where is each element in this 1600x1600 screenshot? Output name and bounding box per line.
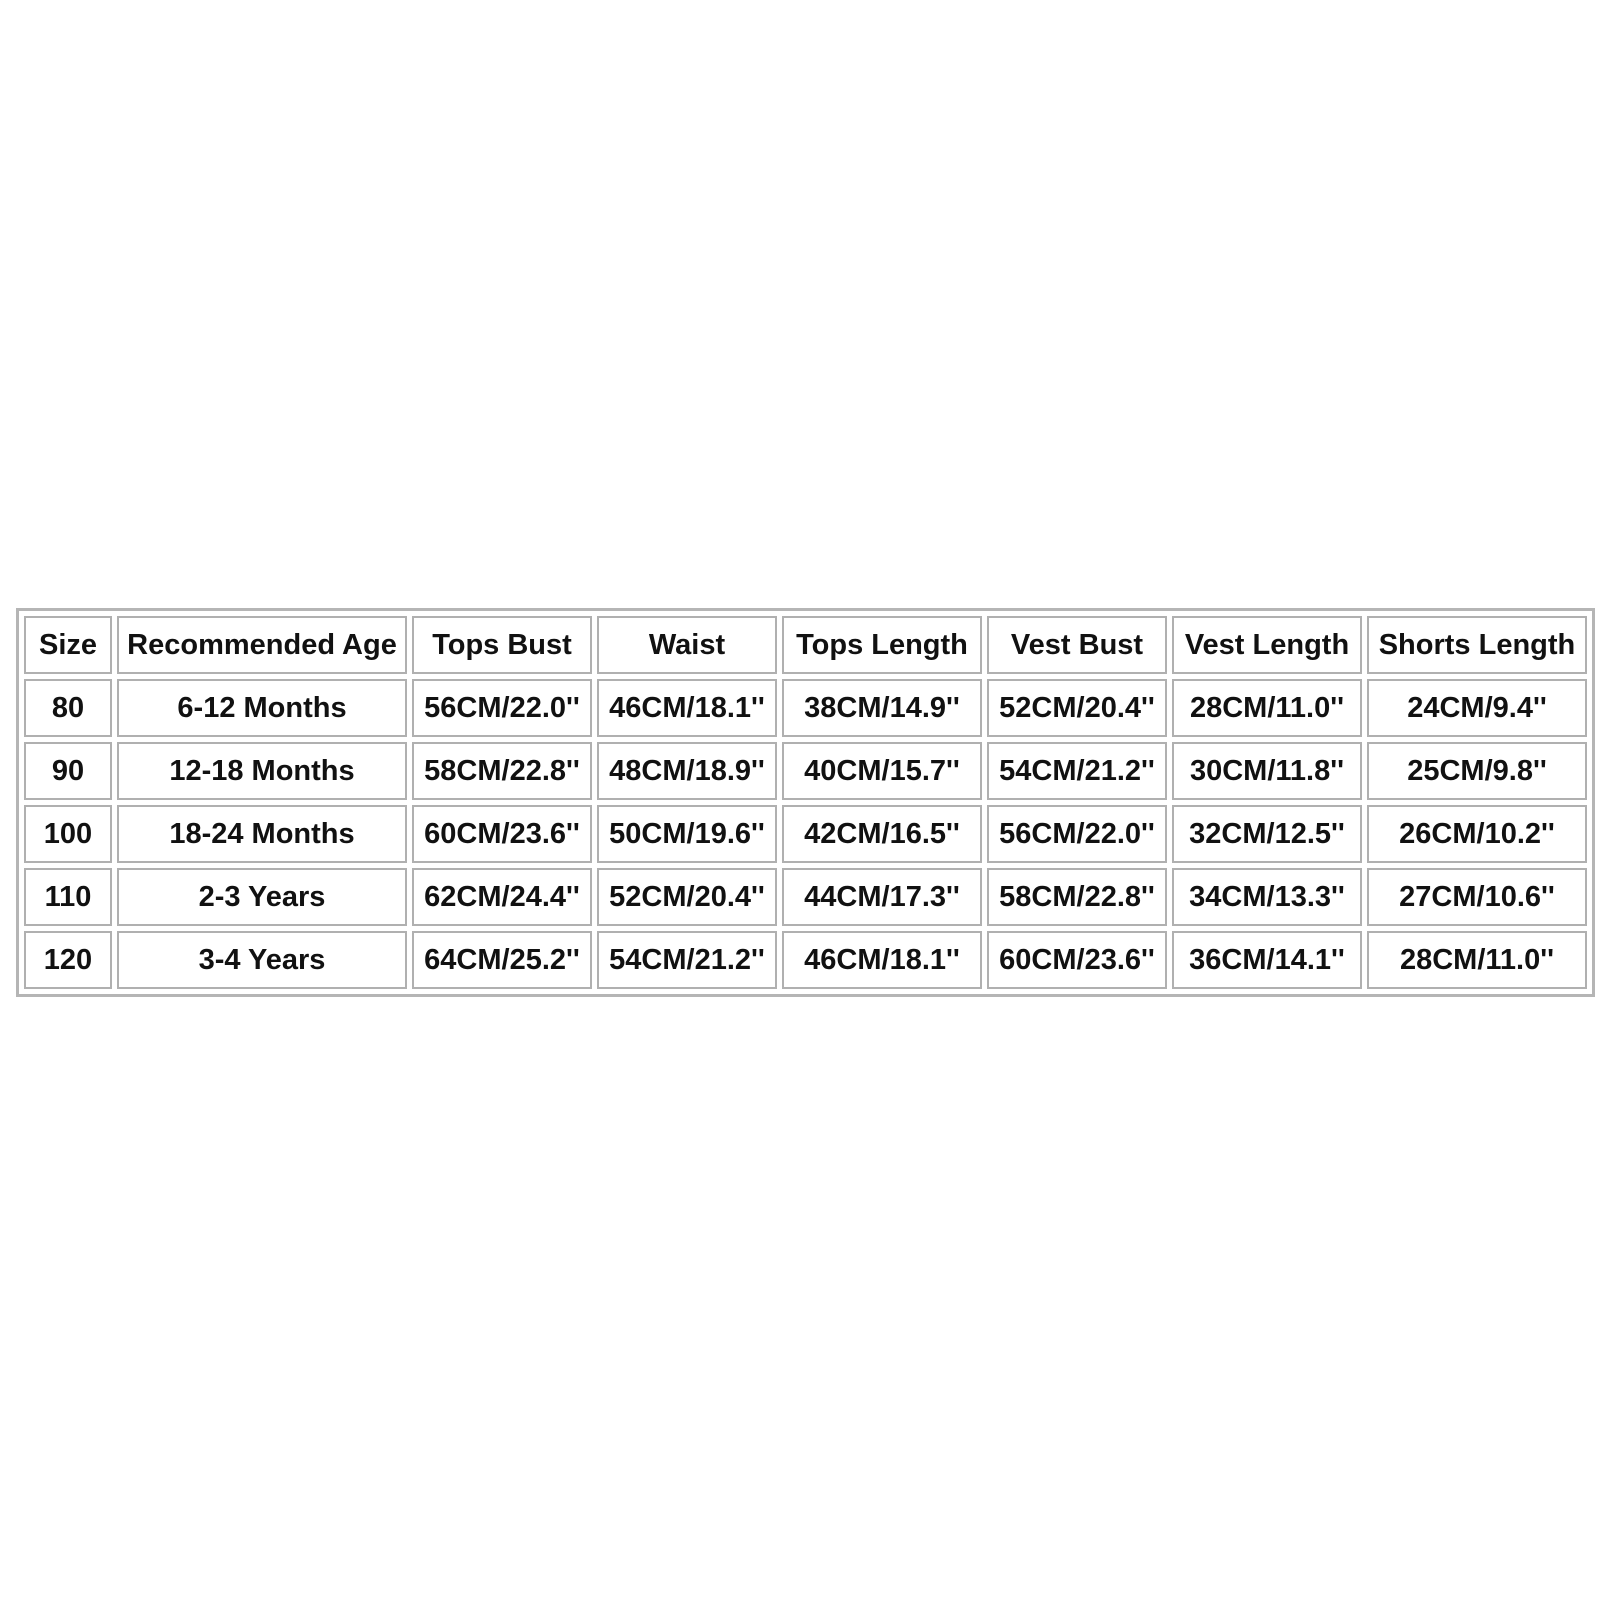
header-shorts-length: Shorts Length bbox=[1367, 616, 1587, 674]
cell-vest-length: 30CM/11.8'' bbox=[1172, 742, 1362, 800]
cell-vest-length: 28CM/11.0'' bbox=[1172, 679, 1362, 737]
cell-shorts-length: 24CM/9.4'' bbox=[1367, 679, 1587, 737]
cell-waist: 52CM/20.4'' bbox=[597, 868, 777, 926]
cell-vest-bust: 54CM/21.2'' bbox=[987, 742, 1167, 800]
cell-size: 90 bbox=[24, 742, 112, 800]
cell-waist: 50CM/19.6'' bbox=[597, 805, 777, 863]
cell-tops-length: 42CM/16.5'' bbox=[782, 805, 982, 863]
cell-tops-length: 44CM/17.3'' bbox=[782, 868, 982, 926]
table-row bbox=[24, 805, 1587, 863]
header-tops-bust: Tops Bust bbox=[412, 616, 592, 674]
cell-size: 100 bbox=[24, 805, 112, 863]
cell-size: 120 bbox=[24, 931, 112, 989]
cell-tops-length: 46CM/18.1'' bbox=[782, 931, 982, 989]
cell-waist: 54CM/21.2'' bbox=[597, 931, 777, 989]
header-tops-length: Tops Length bbox=[782, 616, 982, 674]
cell-recommended-age: 3-4 Years bbox=[117, 931, 407, 989]
cell-recommended-age: 2-3 Years bbox=[117, 868, 407, 926]
size-chart-table bbox=[16, 608, 1595, 997]
cell-vest-bust: 56CM/22.0'' bbox=[987, 805, 1167, 863]
cell-tops-length: 40CM/15.7'' bbox=[782, 742, 982, 800]
cell-recommended-age: 6-12 Months bbox=[117, 679, 407, 737]
header-size: Size bbox=[24, 616, 112, 674]
cell-recommended-age: 12-18 Months bbox=[117, 742, 407, 800]
cell-recommended-age: 18-24 Months bbox=[117, 805, 407, 863]
table-header-row bbox=[24, 616, 1587, 674]
cell-shorts-length: 26CM/10.2'' bbox=[1367, 805, 1587, 863]
cell-size: 80 bbox=[24, 679, 112, 737]
header-vest-bust: Vest Bust bbox=[987, 616, 1167, 674]
table-row bbox=[24, 679, 1587, 737]
cell-vest-length: 34CM/13.3'' bbox=[1172, 868, 1362, 926]
table-row bbox=[24, 742, 1587, 800]
table-row bbox=[24, 868, 1587, 926]
cell-tops-bust: 64CM/25.2'' bbox=[412, 931, 592, 989]
table-row bbox=[24, 931, 1587, 989]
cell-tops-length: 38CM/14.9'' bbox=[782, 679, 982, 737]
cell-tops-bust: 56CM/22.0'' bbox=[412, 679, 592, 737]
cell-tops-bust: 60CM/23.6'' bbox=[412, 805, 592, 863]
cell-waist: 48CM/18.9'' bbox=[597, 742, 777, 800]
cell-vest-length: 36CM/14.1'' bbox=[1172, 931, 1362, 989]
cell-shorts-length: 28CM/11.0'' bbox=[1367, 931, 1587, 989]
cell-shorts-length: 27CM/10.6'' bbox=[1367, 868, 1587, 926]
cell-size: 110 bbox=[24, 868, 112, 926]
cell-vest-bust: 58CM/22.8'' bbox=[987, 868, 1167, 926]
header-waist: Waist bbox=[597, 616, 777, 674]
cell-shorts-length: 25CM/9.8'' bbox=[1367, 742, 1587, 800]
cell-vest-bust: 60CM/23.6'' bbox=[987, 931, 1167, 989]
cell-vest-bust: 52CM/20.4'' bbox=[987, 679, 1167, 737]
header-vest-length: Vest Length bbox=[1172, 616, 1362, 674]
cell-vest-length: 32CM/12.5'' bbox=[1172, 805, 1362, 863]
cell-tops-bust: 58CM/22.8'' bbox=[412, 742, 592, 800]
cell-waist: 46CM/18.1'' bbox=[597, 679, 777, 737]
header-recommended-age: Recommended Age bbox=[117, 616, 407, 674]
cell-tops-bust: 62CM/24.4'' bbox=[412, 868, 592, 926]
